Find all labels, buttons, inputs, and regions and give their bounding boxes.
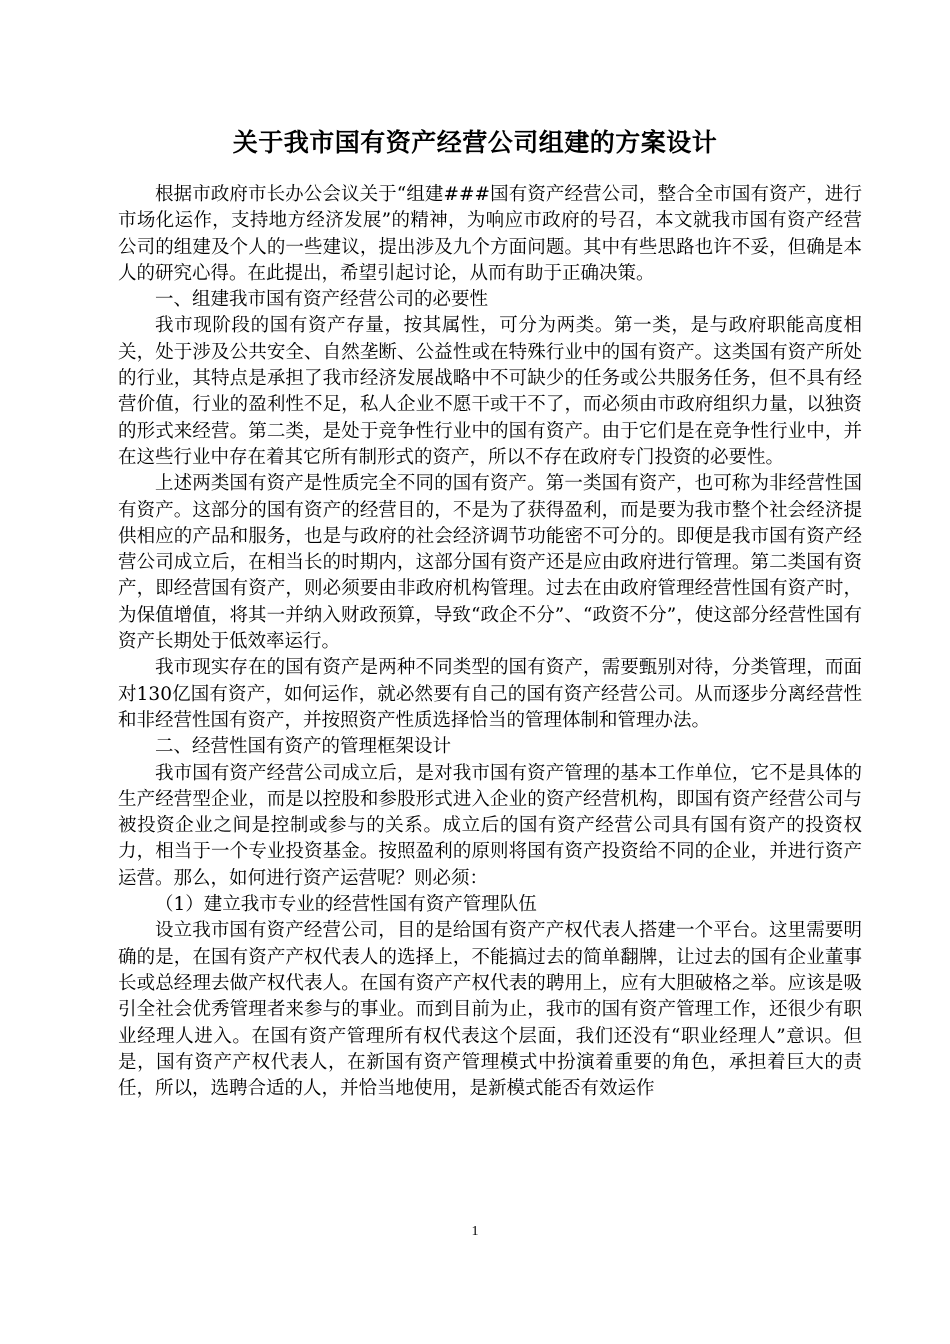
section-heading-1: 一、组建我市国有资产经营公司的必要性 xyxy=(155,289,489,311)
paragraph-intro: 根据市政府市长办公会议关于“组建###国有资产经营公司，整合全市国有资产，进行市场化运作，支持地方经济发展”的精神，为响应市政府的号召，本文就我市国有资产经营公司的组建及个人的一些建议，提出涉及九个方面问题。其中有些思路也许不妥，但确是本人的研究心得。在此提出，希望引起讨论，从而有助于正确决策。 xyxy=(118,184,862,284)
section-heading-2: 二、经营性国有资产的管理框架设计 xyxy=(155,736,452,758)
document-body xyxy=(118,182,862,1102)
paragraph: 设立我市国有资产经营公司，目的是给国有资产产权代表人搭建一个平台。这里需要明确的是，在国有资产产权代表人的选择上，不能搞过去的简单翻牌，让过去的国有企业董事长或总经理去做产权代表人。在国有资产产权代表的聘用上，应有大胆破格之举。应该是吸引全社会优秀管理者来参与的事业。而到目前为止，我市的国有资产管理工作，还很少有职业经理人进入。在国有资产管理所有权代表这个层面，我们还没有“职业经理人”意识。但是，国有资产产权代表人，在新国有资产管理模式中扮演着重要的角色，承担着巨大的责任，所以，选聘合适的人，并恰当地使用，是新模式能否有效运作 xyxy=(118,920,862,1100)
document-title: 关于我市国有资产经营公司组建的方案设计 xyxy=(232,128,718,157)
paragraph: 我市现阶段的国有资产存量，按其属性，可分为两类。第一类，是与政府职能高度相关，处于涉及公共安全、自然垄断、公益性或在特殊行业中的国有资产。这类国有资产所处的行业，其特点是承担了我市经济发展战略中不可缺少的任务或公共服务任务，但不具有经营价值，行业的盈利性不足，私人企业不愿干或干不了，而必须由市政府组织力量，以独资的形式来经营。第二类，是处于竞争性行业中的国有资产。由于它们是在竞争性行业中，并在这些行业中存在着其它所有制形式的资产，所以不存在政府专门投资的必要性。 xyxy=(118,315,862,468)
subsection-heading-1: （1）建立我市专业的经营性国有资产管理队伍 xyxy=(155,894,537,916)
paragraph: 上述两类国有资产是性质完全不同的国有资产。第一类国有资产，也可称为非经营性国有资产。这部分的国有资产的经营目的，不是为了获得盈利，而是要为我市整个社会经济提供相应的产品和服务，也是与政府的社会经济调节功能密不可分的。即便是我市国有资产经营公司成立后，在相当长的时期内，这部分国有资产还是应由政府进行管理。第二类国有资产，即经营国有资产，则必须要由非政府机构管理。过去在由政府管理经营性国有资产时，为保值增值，将其一并纳入财政预算，导致“政企不分”、“政资不分”，使这部分经营性国有资产长期处于低效率运行。 xyxy=(118,473,862,653)
paragraph: 我市国有资产经营公司成立后，是对我市国有资产管理的基本工作单位，它不是具体的生产经营型企业，而是以控股和参股形式进入企业的资产经营机构，即国有资产经营公司与被投资企业之间是控制或参与的关系。成立后的国有资产经营公司具有国有资产的投资权力，相当于一个专业投资基金。按照盈利的原则将国有资产投资给不同的企业，并进行资产运营。那么，如何进行资产运营呢？则必须： xyxy=(118,762,862,889)
page-number: 1 xyxy=(471,1224,479,1239)
paragraph: 我市现实存在的国有资产是两种不同类型的国有资产，需要甄别对待，分类管理，而面对130亿国有资产，如何运作，就必然要有自己的国有资产经营公司。从而逐步分离经营性和非经营性国有资产，并按照资产性质选择恰当的管理体制和管理办法。 xyxy=(118,657,862,731)
